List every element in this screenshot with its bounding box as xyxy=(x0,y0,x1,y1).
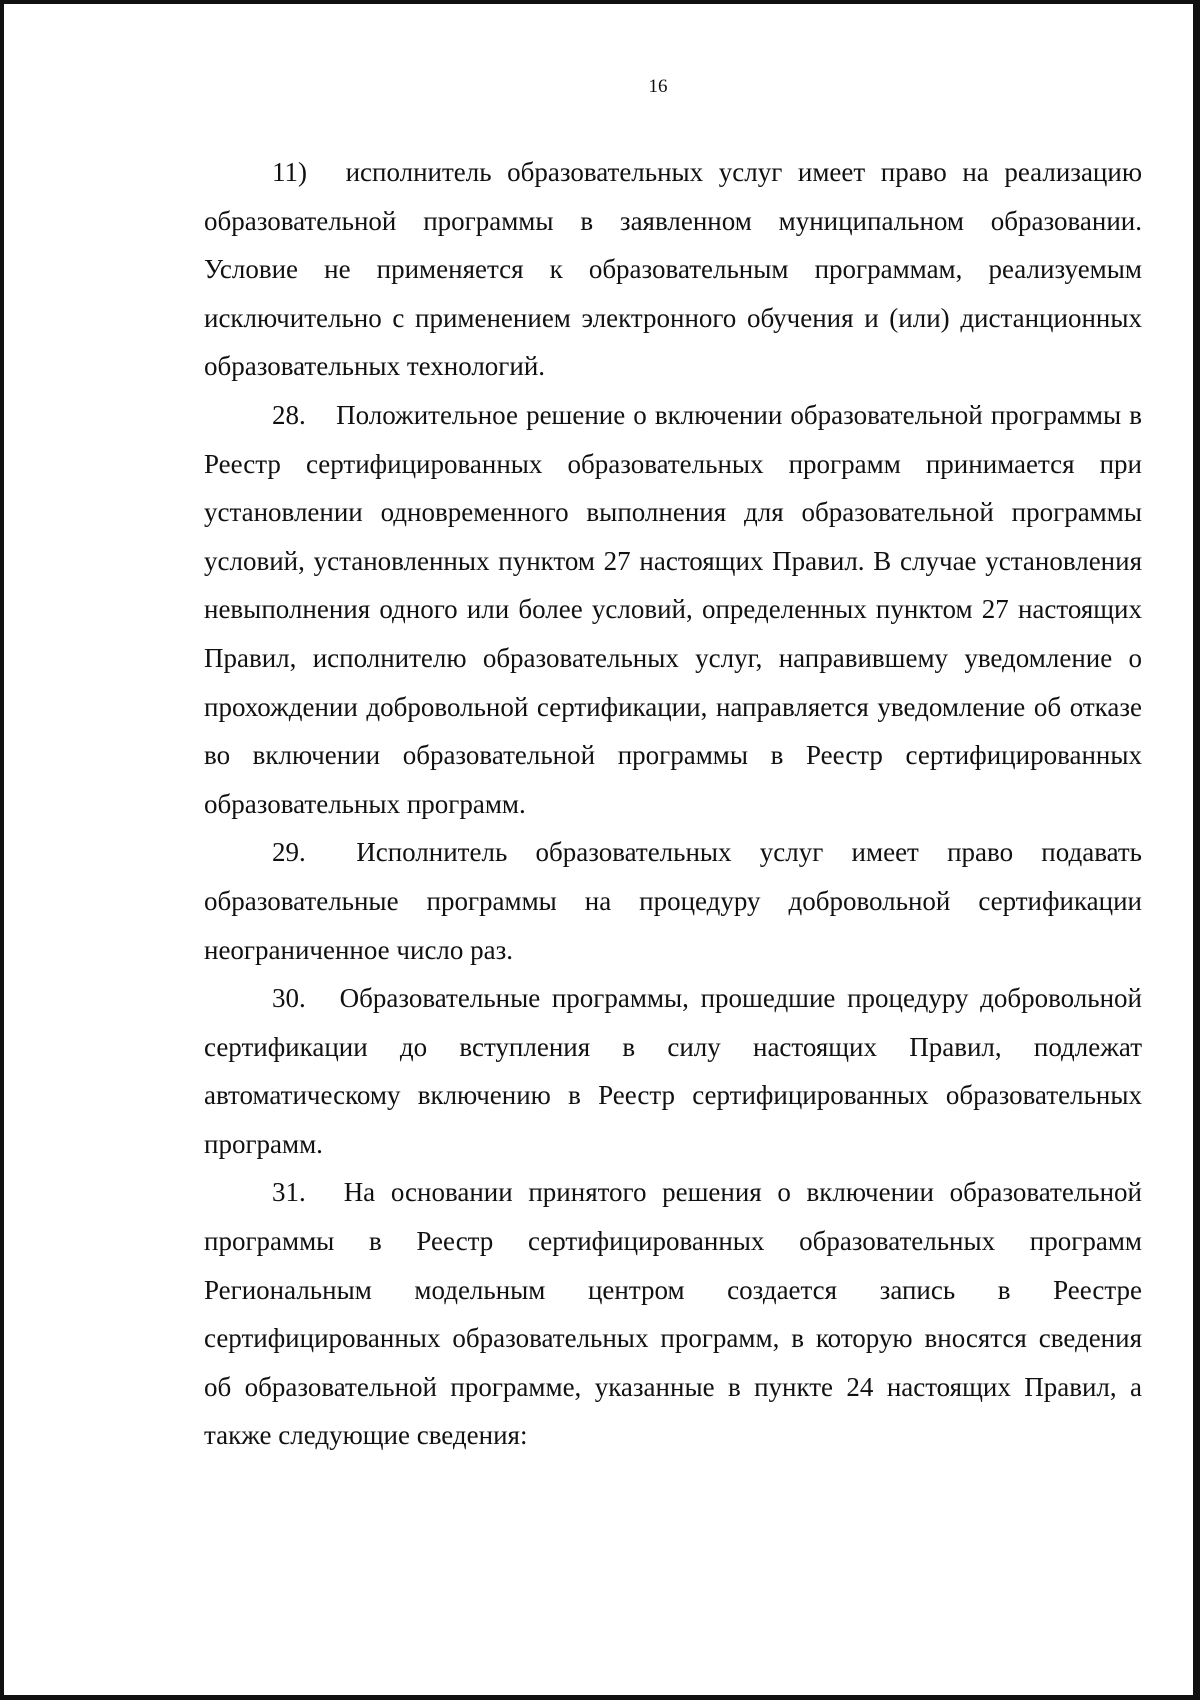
paragraph-text: Образовательные программы, прошедшие процедуру добровольной сертификации до вступления в силу настоящих Правил, подлежат автоматическому включению в Реестр сертифицированных образовательных программ. xyxy=(204,983,1142,1159)
paragraph-text: Исполнитель образовательных услуг имеет право подавать образовательные программы на процедуру добровольной сертификации неограниченное число раз. xyxy=(204,837,1142,965)
paragraph-text: Положительное решение о включении образовательной программы в Реестр сертифицированных образовательных программ принимается при установлении одновременного выполнения для образовательной программы условий, установленных пунктом 27 настоящих Правил. В случае установления невыполнения одного или более условий, определенных пунктом 27 настоящих Правил, исполнителю образовательных услуг, направившему уведомление о прохождении добровольной сертификации, направляется уведомление об отказе во включении образовательной программы в Реестр сертифицированных образовательных программ. xyxy=(204,399,1143,819)
page-number: 16 xyxy=(648,76,668,97)
paragraph-text: На основании принятого решения о включении образовательной программы в Реестр сертифицированных образовательных программ Региональным модельным центром создается запись в Реестре сертифицированных образовательных программ, в которую вносятся сведения об образовательной программе, указанные в пункте 24 настоящих Правил, а также следующие сведения: xyxy=(204,1177,1142,1451)
paragraph-number: 30. xyxy=(272,983,306,1014)
paragraph-number: 29. xyxy=(272,837,306,868)
paragraph-28 xyxy=(204,391,1142,828)
paragraph-31 xyxy=(204,1168,1142,1460)
paragraph-number: 28. xyxy=(272,399,306,430)
paragraph-30 xyxy=(204,974,1142,1168)
paragraph-29 xyxy=(204,828,1142,974)
item-number: 11) xyxy=(272,157,307,187)
document-body xyxy=(204,148,1142,1460)
list-item-11 xyxy=(204,148,1142,391)
item-text: исполнитель образовательных услуг имеет право на реализацию образовательной программы в заявленном муниципальном образовании. Условие не применяется к образовательным программам, реализуемым исключительно с применением электронного обучения и (или) дистанционных образовательных технологий. xyxy=(204,157,1142,382)
paragraph-number: 31. xyxy=(272,1177,306,1208)
